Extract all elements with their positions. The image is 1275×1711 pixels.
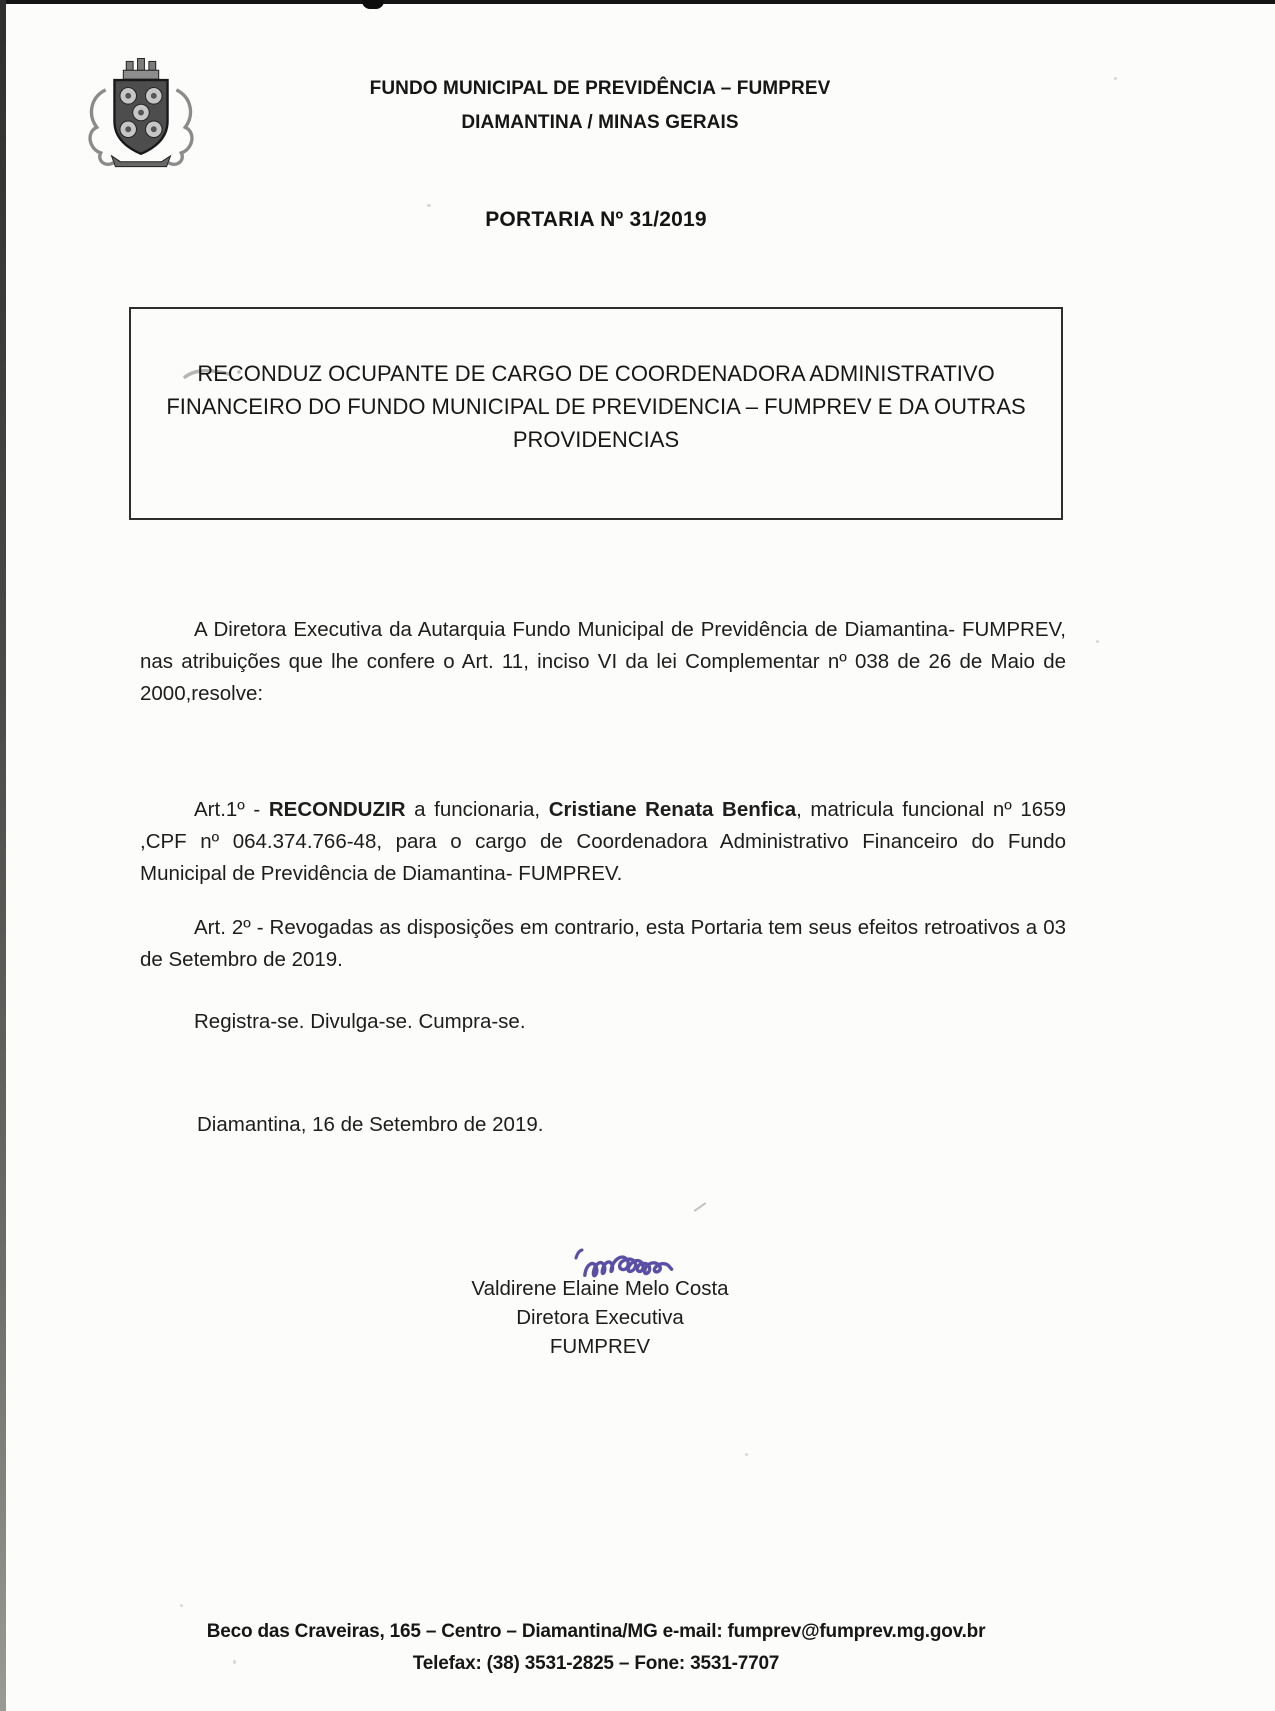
article-1-paragraph [140, 794, 1066, 889]
signature-ink [576, 1250, 582, 1258]
footer-phones: Telefax: (38) 3531-2825 – Fone: 3531-7707 [412, 1653, 780, 1674]
coat-of-arms [82, 58, 200, 172]
letterhead-text [300, 72, 900, 140]
crest-flourish-right [169, 90, 192, 164]
summary-box [129, 307, 1063, 520]
footer [130, 1616, 1062, 1680]
scan-edge-left [0, 0, 6, 1711]
article-1-prefix: Art.1º - [194, 798, 269, 821]
crest-banner [112, 156, 171, 167]
signature-block [350, 1274, 850, 1361]
signer-org: FUMPREV [549, 1335, 651, 1358]
article-1-verb: RECONDUZIR [268, 798, 406, 821]
date-line: Diamantina, 16 de Setembro de 2019. [197, 1113, 544, 1136]
footer-address: Beco das Craveiras, 165 – Centro – Diamantina/MG e-mail: fumprev@fumprev.mg.gov.br [206, 1621, 986, 1642]
scan-speck [1096, 640, 1099, 643]
closing-formula: Registra-se. Divulga-se. Cumpra-se. [194, 1010, 526, 1033]
scan-speck [427, 204, 431, 207]
scan-speck [180, 1604, 183, 1607]
summary-line: FINANCEIRO DO FUNDO MUNICIPAL DE PREVIDENCIA – FUMPREV E DA OUTRAS [166, 394, 1026, 419]
article-1-mid: a funcionaria, [405, 798, 549, 821]
summary-line: PROVIDENCIAS [512, 427, 680, 452]
scan-edge-top [0, 0, 1275, 4]
org-name: FUNDO MUNICIPAL DE PREVIDÊNCIA – FUMPREV [369, 78, 831, 99]
scan-speck [1114, 77, 1117, 80]
summary-line: RECONDUZ OCUPANTE DE CARGO DE COORDENADORA ADMINISTRATIVO [197, 361, 995, 386]
crest-crown [123, 70, 158, 79]
document-title: PORTARIA Nº 31/2019 [485, 208, 707, 231]
article-2-paragraph: Art. 2º - Revogadas as disposições em contrario, esta Portaria tem seus efeitos retroativos a 03 de Setembro de 2019. [140, 916, 1066, 971]
crest-crown [126, 61, 133, 70]
article-1-rest: , matricula funcional nº 1659 ,CPF nº 064.374.766-48, para o cargo de Coordenadora Administrativo Financeiro do Fundo Municipal de Previdência de Diamantina- FUMPREV. [140, 798, 1066, 885]
crest-crown [149, 61, 156, 70]
signer-name: Valdirene Elaine Melo Costa [471, 1277, 729, 1300]
preamble-paragraph: A Diretora Executiva da Autarquia Fundo Municipal de Previdência de Diamantina- FUMPREV, nas atribuições que lhe confere o Art. 11, inciso VI da lei Complementar nº 038 de 26 de Maio de 2000,resolve: [140, 618, 1066, 705]
scan-speck [745, 1453, 748, 1456]
scan-artifact-blob [362, 0, 384, 9]
employee-name: Cristiane Renata Benfica [548, 798, 797, 821]
org-location: DIAMANTINA / MINAS GERAIS [461, 112, 739, 133]
scan-speck [694, 1202, 707, 1212]
signer-role: Diretora Executiva [516, 1306, 684, 1329]
summary-text [151, 357, 1041, 456]
crest-flourish-left [90, 90, 113, 164]
crest-crown [138, 58, 145, 70]
